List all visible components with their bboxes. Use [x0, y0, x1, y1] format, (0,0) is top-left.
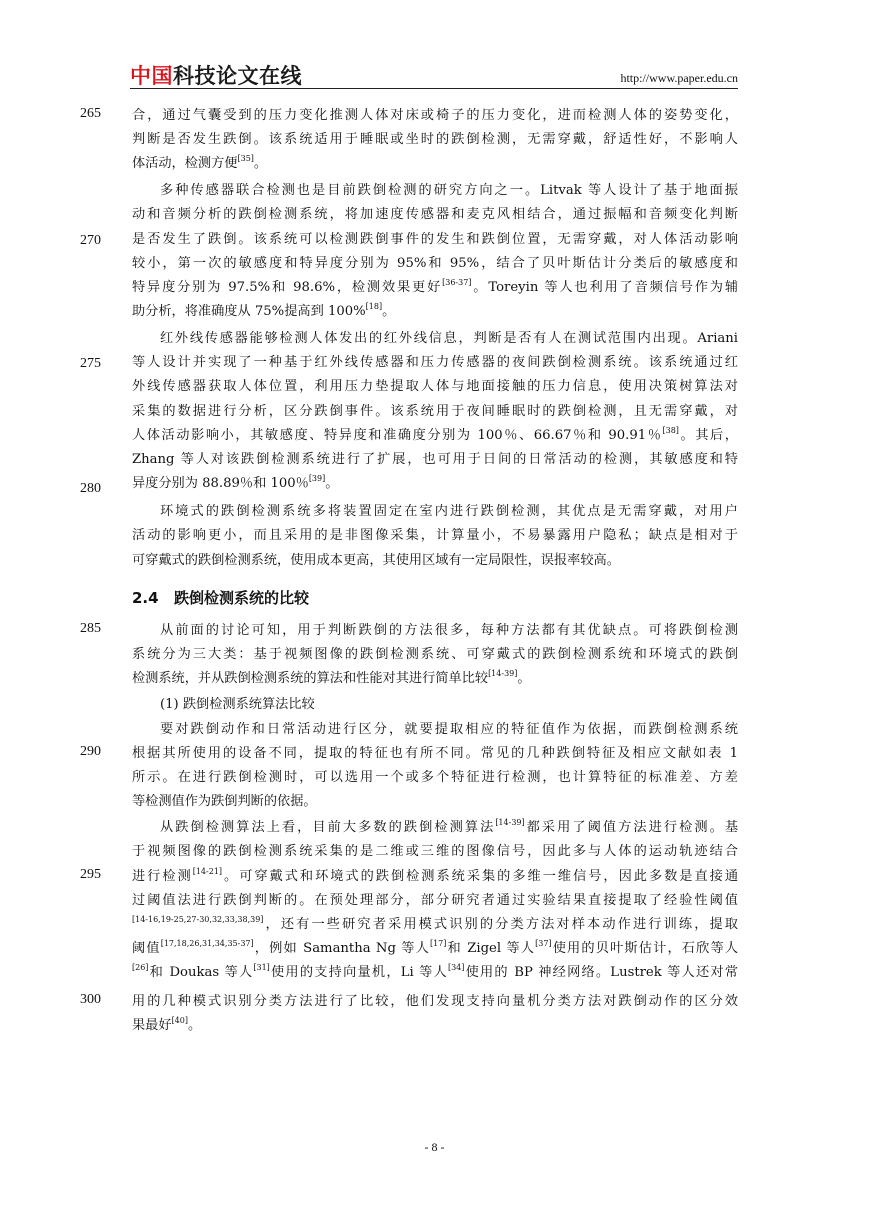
citation-ref[interactable]: [17,18,26,31,34,35-37]	[160, 939, 254, 948]
section-number: 2.4	[132, 589, 159, 607]
text-run: 红外线传感器能够检测人体发出的红外线信息，判断是否有人在测试范围内出现。Ariani	[160, 331, 738, 346]
text-run: 检测系统，并从跌倒检测系统的算法和性能对其进行简单比较	[132, 671, 489, 686]
logo-black-text: 科技论文在线	[173, 64, 302, 88]
text-run: ，例如 Samantha Ng 等人	[253, 941, 430, 956]
text-run: 使用的贝叶斯估计，石欣等人	[551, 941, 739, 956]
text-run: 和 Zigel 等人	[446, 941, 536, 956]
text-run: 多种传感器联合检测也是目前跌倒检测的研究方向之一。Litvak 等人设计了基于地面振	[160, 183, 738, 198]
text-run: 是否发生了跌倒。该系统可以检测跌倒事件的发生和跌倒位置，无需穿戴，对人体活动影响	[132, 232, 738, 247]
text-run: 进行检测	[132, 869, 193, 884]
line-number: 265	[80, 106, 101, 121]
text-run: 活动的影响更小，而且采用的是非图像采集，计算量小，不易暴露用户隐私；缺点是相对于	[132, 528, 738, 543]
text-line	[132, 448, 738, 472]
text-run: 。	[517, 671, 531, 686]
text-line	[132, 524, 738, 548]
text-run: 合，通过气囊受到的压力变化推测人体对床或椅子的压力变化，进而检测人体的姿势变化，	[132, 108, 738, 123]
text-run: 。	[325, 476, 339, 491]
text-line	[132, 1014, 738, 1038]
text-run: 根据其所使用的设备不同，提取的特征也有所不同。常见的几种跌倒特征及相应文献如表 1	[132, 746, 738, 761]
text-line	[132, 913, 738, 937]
journal-logo	[130, 60, 302, 90]
text-line	[132, 865, 738, 889]
citation-ref[interactable]: [36-37]	[442, 278, 472, 287]
citation-ref[interactable]: [40]	[171, 1016, 188, 1025]
line-number: 285	[80, 621, 101, 636]
text-line	[160, 327, 738, 351]
text-run: 外线传感器获取人体位置，利用压力垫提取人体与地面接触的压力信息，使用决策树算法对	[132, 379, 738, 394]
text-run: 所示。在进行跌倒检测时，可以选用一个或多个特征进行检测，也计算特征的标准差、方差	[132, 770, 738, 785]
citation-ref[interactable]: [14-16,19-25,27-30,32,33,38,39]	[132, 915, 264, 924]
line-number: 295	[80, 867, 101, 882]
text-run: 用的几种模式识别分类方法进行了比较，他们发现支持向量机分类方法对跌倒动作的区分效	[132, 994, 738, 1009]
text-run: ，还有一些研究者采用模式识别的分类方法对样本动作进行训练，提取	[263, 917, 738, 932]
line-number: 280	[80, 481, 101, 496]
text-line	[132, 252, 738, 276]
text-run: Zhang 等人对该跌倒检测系统进行了扩展，也可用于日间的日常活动的检测，其敏感度和特	[132, 452, 738, 467]
line-number: 300	[80, 992, 101, 1007]
header-url[interactable]: http://www.paper.edu.cn	[620, 71, 738, 85]
citation-ref[interactable]: [14-21]	[192, 867, 223, 876]
logo-red-text: 中国	[130, 64, 173, 88]
text-line	[132, 990, 738, 1014]
citation-ref[interactable]: [39]	[308, 474, 326, 483]
text-line	[132, 152, 738, 176]
citation-ref[interactable]: [14-39]	[495, 818, 525, 827]
text-run: 使用的支持向量机，Li 等人	[269, 965, 448, 980]
citation-ref[interactable]: [38]	[662, 426, 679, 435]
text-line	[132, 375, 738, 399]
text-line	[132, 790, 738, 814]
text-run: 判断是否发生跌倒。该系统适用于睡眠或坐时的跌倒检测，无需穿戴，舒适性好，不影响人	[132, 132, 738, 147]
text-line	[132, 667, 738, 691]
text-run: 。其后，	[678, 428, 738, 443]
text-run: 于视频图像的跌倒检测系统采集的是二维或三维的图像信号，因此多与人体的运动轨迹结合	[132, 844, 738, 859]
text-run: 和 Doukas 等人	[148, 965, 254, 980]
text-run: (1) 跌倒检测系统算法比较	[160, 697, 315, 712]
citation-ref[interactable]: [26]	[132, 963, 149, 972]
text-run: 助分析，将准确度从 75%提高到 100%	[132, 304, 366, 319]
line-number: 270	[80, 233, 101, 248]
text-run: 动和音频分析的跌倒检测系统，将加速度传感器和麦克风相结合，通过振幅和音频变化判断	[132, 207, 738, 222]
text-run: 人体活动影响小，其敏感度、特异度和准确度分别为 100％、66.67％和 90.91％	[132, 428, 663, 443]
text-line	[132, 766, 738, 790]
text-line	[132, 128, 738, 152]
text-run: 。可穿戴式和环境式的跌倒检测系统采集的多维一维信号，因此多数是直接通	[222, 869, 739, 884]
citation-ref[interactable]: [37]	[535, 939, 552, 948]
text-run: 等检测值作为跌倒判断的依据。	[132, 794, 317, 809]
text-line	[132, 937, 738, 961]
citation-ref[interactable]: [31]	[253, 963, 270, 972]
text-line	[132, 228, 738, 252]
text-run: 阈值	[132, 941, 161, 956]
text-line	[132, 424, 738, 448]
text-run: 较小，第一次的敏感度和特异度分别为 95%和 95%，结合了贝叶斯估计分类后的敏感度和	[132, 256, 738, 271]
text-run: 都采用了阈值方法进行检测。基	[524, 820, 739, 835]
text-line	[132, 203, 738, 227]
section-heading	[132, 587, 309, 608]
text-run: 特异度分别为 97.5%和 98.6%，检测效果更好	[132, 280, 443, 295]
page-number: - 8 -	[424, 1140, 445, 1154]
citation-ref[interactable]: [18]	[365, 302, 383, 311]
citation-ref[interactable]: [14-39]	[488, 669, 518, 678]
text-run: 可穿戴式的跌倒检测系统，使用成本更高，其使用区域有一定局限性，误报率较高。	[132, 553, 620, 568]
text-run: 。Toreyin 等人也利用了音频信号作为辅	[471, 280, 739, 295]
page-header	[130, 58, 738, 89]
text-line	[132, 472, 738, 496]
text-line	[132, 961, 738, 985]
text-run: 体活动，检测方便	[132, 156, 238, 171]
text-line	[160, 619, 738, 643]
text-run: 果最好	[132, 1018, 172, 1033]
line-number: 290	[80, 744, 101, 759]
text-run: 从跌倒检测算法上看，目前大多数的跌倒检测算法	[160, 820, 496, 835]
text-run: 采集的数据进行分析，区分跌倒事件。该系统用于夜间睡眠时的跌倒检测，且无需穿戴，对	[132, 404, 738, 419]
text-line	[132, 549, 738, 573]
text-line	[160, 693, 738, 717]
text-run: 。	[187, 1018, 202, 1033]
line-number: 275	[80, 356, 101, 371]
text-line	[160, 718, 738, 742]
text-line	[132, 400, 738, 424]
citation-ref[interactable]: [17]	[429, 939, 447, 948]
text-run: 系统分为三大类：基于视频图像的跌倒检测系统、可穿戴式的跌倒检测系统和环境式的跌倒	[132, 647, 738, 662]
text-line	[132, 643, 738, 667]
text-run: 从前面的讨论可知，用于判断跌倒的方法很多，每种方法都有其优缺点。可将跌倒检测	[160, 623, 738, 638]
section-title: 跌倒检测系统的比较	[174, 589, 310, 607]
text-run: 要对跌倒动作和日常活动进行区分，就要提取相应的特征值作为依据，而跌倒检测系统	[160, 722, 738, 737]
text-run: 异度分别为 88.89％和 100％	[132, 476, 309, 491]
text-line	[160, 500, 738, 524]
text-line	[160, 816, 738, 840]
text-line	[132, 889, 738, 913]
text-run: 使用的 BP 神经网络。Lustrek 等人还对常	[464, 965, 738, 980]
text-line	[132, 104, 738, 128]
text-run: 。	[382, 304, 396, 319]
citation-ref[interactable]: [34]	[447, 963, 465, 972]
citation-ref[interactable]: [35]	[237, 154, 254, 163]
text-line	[132, 351, 738, 375]
text-run: 环境式的跌倒检测系统多将装置固定在室内进行跌倒检测，其优点是无需穿戴，对用户	[160, 504, 738, 519]
text-run: 等人设计并实现了一种基于红外线传感器和压力传感器的夜间跌倒检测系统。该系统通过红	[132, 355, 738, 370]
text-line	[160, 179, 738, 203]
text-run: 过阈值法进行跌倒判断的。在预处理部分，部分研究者通过实验结果直接提取了经验性阈值	[132, 893, 738, 908]
text-line	[132, 300, 738, 324]
text-line	[132, 276, 738, 300]
text-line	[132, 840, 738, 864]
text-run: 。	[253, 156, 268, 171]
text-line	[132, 742, 738, 766]
